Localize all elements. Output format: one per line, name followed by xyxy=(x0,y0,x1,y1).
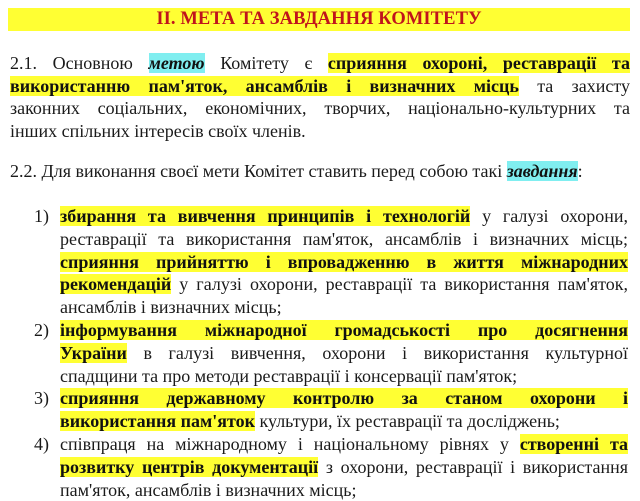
text-run: : xyxy=(577,161,583,181)
section-title-bar xyxy=(8,8,630,31)
list-item-body xyxy=(60,387,628,433)
highlighted-phrase: інформування міжнародної громадськості про досягнення xyxy=(60,319,628,340)
list-line xyxy=(60,205,628,228)
list-line xyxy=(60,410,628,433)
list-number: 2) xyxy=(34,319,49,340)
text-run: в галузі вивчення, охорони і використання культурної xyxy=(126,342,628,363)
paragraph-2-2 xyxy=(10,160,630,183)
list-item-2 xyxy=(0,319,640,387)
paragraph-line xyxy=(10,52,630,75)
list-line xyxy=(60,479,628,501)
list-number: 4) xyxy=(34,433,49,454)
highlighted-phrase: сприяння державному контролю за станом охорони і xyxy=(60,388,628,409)
highlighted-phrase: України xyxy=(60,342,127,363)
text-run: з охорони, реставрації і використання xyxy=(318,456,629,477)
text-run: ансамблів і визначних місць; xyxy=(60,297,282,318)
text-run: у галузі охорони, xyxy=(470,206,628,226)
text-run: співпраця на міжнародному і національному рівнях у xyxy=(60,433,520,454)
list-number: 1) xyxy=(34,206,49,226)
list-number: 3) xyxy=(34,388,49,409)
list-line xyxy=(60,319,628,342)
list-item-body xyxy=(60,205,628,319)
paragraph-line xyxy=(10,160,630,183)
keyword-zavdannya: завдання xyxy=(506,161,578,181)
paragraph-line xyxy=(10,120,630,143)
highlighted-phrase: сприяння охороні, реставрації та xyxy=(327,53,630,73)
text-run: законних соціальних, економічних, творчих, національно-культурних та xyxy=(10,98,630,118)
highlighted-phrase: рекомендацій xyxy=(60,274,172,295)
list-item-4 xyxy=(0,433,640,501)
text-run: інших спільних інтересів своїх членів. xyxy=(10,120,306,141)
paragraph-line xyxy=(10,75,630,98)
highlighted-phrase: збирання та вивчення принципів і технологій xyxy=(60,206,471,226)
text-run: 2.2. Для виконання своєї мети Комітет ставить перед собою такі xyxy=(10,161,507,181)
tasks-list xyxy=(0,205,640,501)
text-run: та захисту xyxy=(518,75,630,96)
highlighted-phrase: використанню пам'яток, ансамблів і визначних місць xyxy=(10,75,519,96)
section-title: II. МЕТА ТА ЗАВДАННЯ КОМІТЕТУ xyxy=(156,9,482,29)
text-run: реставрації та використання пам'яток, ансамблів і визначних місць; xyxy=(60,228,628,249)
list-line xyxy=(60,251,628,274)
highlighted-phrase: розвитку центрів документації xyxy=(60,456,319,477)
list-item-body xyxy=(60,433,628,501)
list-item-1 xyxy=(0,205,640,319)
text-run: спадщини та про методи реставрації і консервації пам'яток; xyxy=(60,365,518,386)
text-run: пам'яток, ансамблів і визначних місць; xyxy=(60,479,357,500)
list-line xyxy=(60,456,628,479)
highlighted-phrase: використання пам'яток xyxy=(60,411,255,432)
list-line xyxy=(60,365,628,388)
list-line xyxy=(60,387,628,410)
text-run: у галузі охорони, реставрації та використання пам'яток, xyxy=(171,274,628,295)
keyword-metoyu: метою xyxy=(148,53,205,73)
list-line xyxy=(60,296,628,319)
list-line xyxy=(60,273,628,296)
list-item-body xyxy=(60,319,628,387)
text-run: Комітету є xyxy=(204,53,328,73)
paragraph-2-1 xyxy=(10,52,630,142)
list-item-3 xyxy=(0,387,640,433)
highlighted-phrase: сприяння прийняттю і впровадженню в життя міжнародних xyxy=(60,251,628,272)
list-line xyxy=(60,342,628,365)
text-run: 2.1. Основною xyxy=(10,53,149,73)
paragraph-line xyxy=(10,97,630,120)
text-run: культури, їх реставрації та досліджень; xyxy=(255,411,560,432)
list-line xyxy=(60,433,628,456)
list-line xyxy=(60,228,628,251)
highlighted-phrase: створенні та xyxy=(519,433,629,454)
